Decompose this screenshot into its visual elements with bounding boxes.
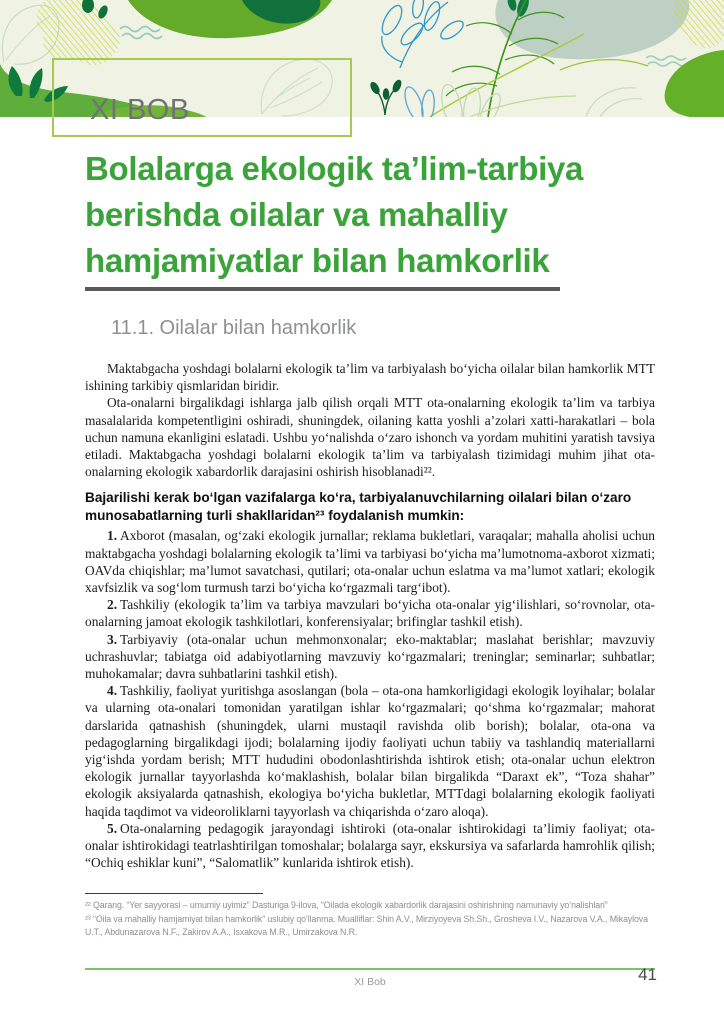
list-item-text: Tarbiyaviy (ota-onalar uchun mehmonxonalar; eko-maktablar; maslahat berishlar; mavzuviy uchrashuvlar; tabiatga oid adabiyotlarning mavzuviy koʻrgazmalari; treninglar; seminarlar; suhbatlar; muhokamalar; davra suhbatlarini tashkil etish). <box>85 631 655 682</box>
footnotes <box>85 893 655 940</box>
list-item <box>85 527 655 596</box>
section-heading: 11.1. Oilalar bilan hamkorlik <box>111 317 357 339</box>
list-item <box>85 631 655 683</box>
footnote-separator <box>85 893 263 894</box>
list-item-number: 3. <box>107 631 118 647</box>
page-title-line: hamjamiyatlar bilan hamkorlik <box>85 242 550 279</box>
bold-intro-paragraph: Bajarilishi kerak boʻlgan vazifalarga koʻra, tarbiyalanuvchilarning oilalari bilan oʻzaro munosabatlarning turli shakllaridan²³ foydalanish mumkin: <box>85 490 632 524</box>
footnote: ²³ “Oila va mahalliy hamjamiyat bilan hamkorlik” uslubiy qoʻllanma. Mualliflar: Shin A.V., Mirziyoyeva Sh.Sh., Grosheva I.V., Nazarova V.A., Mikaylova U.T., Abdunazarova N.F., Zakirov A.A., Isxakova M.R., Umirzakova N.R. <box>85 913 648 937</box>
footer-chapter-label: XI Bob <box>354 976 386 988</box>
page-title <box>85 146 670 284</box>
list-item-text: Axborot (masalan, ogʻzaki ekologik jurnallar; reklama bukletlari, varaqalar; mahalla aholisi uchun maktabgacha yoshdagi bolalarning ekologik ta’limi va tarbiyasi boʻyicha ma’lumotnoma-axborot xizmati; OAVda chiqishlar; ma’lumot savatchasi, qutilari; ota-onalar uchun eslatma va ma’lumot xatlari; ekologik xavfsizlik va sogʻlom turmush tarzi boʻyicha koʻrgazmali targʻibot). <box>85 528 655 596</box>
list-item <box>85 820 655 872</box>
footer-rule <box>85 968 655 970</box>
list-item-number: 2. <box>107 597 118 613</box>
list-item-number: 4. <box>107 683 118 699</box>
page-title-line: berishda oilalar va mahalliy <box>85 196 508 233</box>
paragraph: Maktabgacha yoshdagi bolalarni ekologik ta’lim va tarbiyalash boʻyicha oilalar bilan hamkorlik MTT ishining tarkibiy qismlaridan biridir. <box>85 361 655 394</box>
list-item-text: Ota-onalarning pedagogik jarayondagi ishtiroki (ota-onalar ishtirokidagi ta’limiy faoliyat; ota-onalar ishtirokidagi teatrlashtirilgan tomoshalar; bolalarga sayr, ekskursiya va safarlarda hamrohlik qilish; “Ochiq eshiklar kuni”, “Salomatlik” kunlarida ishtirok etish). <box>85 820 655 871</box>
list-item <box>85 596 655 630</box>
paragraph: Ota-onalarni birgalikdagi ishlarga jalb qilish orqali MTT ota-onalarning ekologik ta’lim va tarbiya masalalarida kompetentligini oshiradi, shuningdek, oilaning katta yoshli a’zolari xatti-harakatlari – bola uchun namuna ekanligini eslatadi. Ushbu yoʻnalishda oʻzaro ishonch va yordam muhitini yaratish tavsiya etiladi. Maktabgacha yoshdagi bolalarni ekologik ta’lim va tarbiyalash tizimidagi muhim jihat ota-onalarning ekologik xabardorlik darajasini oshirish hisoblanadi²². <box>85 395 655 480</box>
list-item-number: 1. <box>107 528 118 544</box>
list-item-text: Tashkiliy, faoliyat yuritishga asoslangan (bola – ota-ona hamkorligidagi ekologik loyihalar; bolalar va ularning ota-onalari tomonidan yaratilgan ishlar koʻrgazmalari; qoʻshma koʻrgazmalar; mahorat darslarida qatnashish (shuningdek, ularni mustaqil ravishda olib borish); bolalar, ota-ona va pedagoglarning birgalikdagi ijodi; bolalarning ijodiy faoliyati uchun tabiiy va tashlandiq materiallarni yigʻishda yordam berish; MTT hududini obodonlashtirishda ishtirok etish; ota-onalar uchun elektron ekologik jurnallar tayyorlashda koʻmaklashish, bolalar bilan birgalikda “Daraxt ek”, “Toza shahar” ekologik aksiyalarda qatnashish, ekologiya boʻyicha bukletlar, MTTdagi bolalarning ekologik faoliyati haqida taqdimot va videoroliklarni tayyorlash va chiqarishda oʻzaro aloqa). <box>85 683 655 819</box>
list-item-text: Tashkiliy (ekologik ta’lim va tarbiya mavzulari boʻyicha ota-onalar yigʻilishlari, soʻrovnolar, ota-onalarning jamoat ekologik tashkilotlari, konferensiyalar; brifinglar tashkil etish). <box>85 597 655 630</box>
page-number: 41 <box>638 965 657 984</box>
chapter-label: XI BOB <box>90 94 190 126</box>
footnote: ²² Qarang. “Yer sayyorasi – umumiy uyimiz” Dasturiga 9-ilova, “Oilada ekologik xabardorlik darajasini oshirishning namunaviy yoʻnalishlari” <box>85 900 608 910</box>
list-item <box>85 682 655 820</box>
title-underline <box>85 287 560 291</box>
list-item-number: 5. <box>107 820 118 836</box>
chapter-box <box>52 58 352 137</box>
page-title-line: Bolalarga ekologik ta’lim-tarbiya <box>85 150 584 187</box>
body-text <box>85 360 655 871</box>
